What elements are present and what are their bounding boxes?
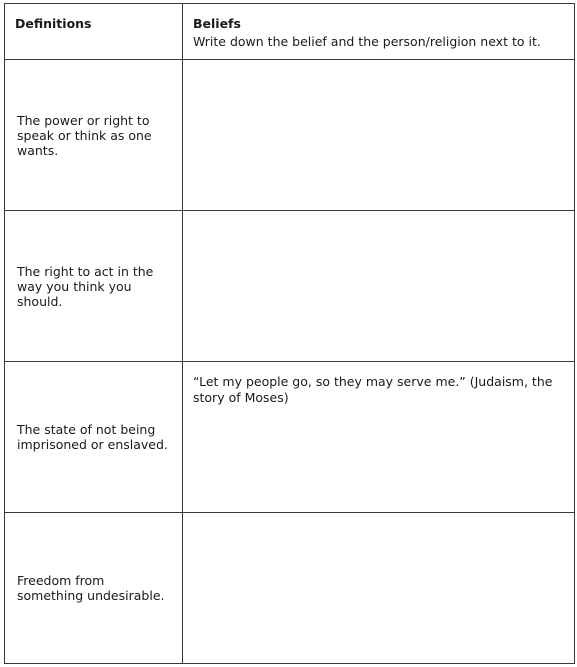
- definition-text: The state of not being imprisoned or enslaved.: [17, 422, 168, 452]
- definition-text: Freedom from something undesirable.: [17, 573, 165, 603]
- definition-cell: [5, 362, 183, 513]
- beliefs-header-cell: [183, 4, 575, 60]
- belief-answer-cell[interactable]: [183, 60, 575, 211]
- beliefs-header: Beliefs: [193, 16, 241, 31]
- definition-cell: [5, 513, 183, 664]
- definition-text: The power or right to speak or think as one wants.: [17, 112, 152, 158]
- belief-answer-cell[interactable]: [183, 513, 575, 664]
- table-row: [5, 513, 575, 664]
- belief-text: “Let my people go, so they may serve me.” (Judaism, the story of Moses): [193, 374, 553, 405]
- table-row: [5, 60, 575, 211]
- definitions-beliefs-table: [4, 3, 575, 664]
- definitions-header: Definitions: [15, 16, 92, 31]
- definition-text: The right to act in the way you think you should.: [17, 263, 154, 309]
- definition-cell: [5, 60, 183, 211]
- table-row: [5, 211, 575, 362]
- beliefs-instruction: Write down the belief and the person/religion next to it.: [193, 34, 541, 49]
- definitions-header-cell: [5, 4, 183, 60]
- header-row: [5, 4, 575, 60]
- belief-answer-cell[interactable]: [183, 211, 575, 362]
- table-row: [5, 362, 575, 513]
- definition-cell: [5, 211, 183, 362]
- belief-answer-cell[interactable]: [183, 362, 575, 513]
